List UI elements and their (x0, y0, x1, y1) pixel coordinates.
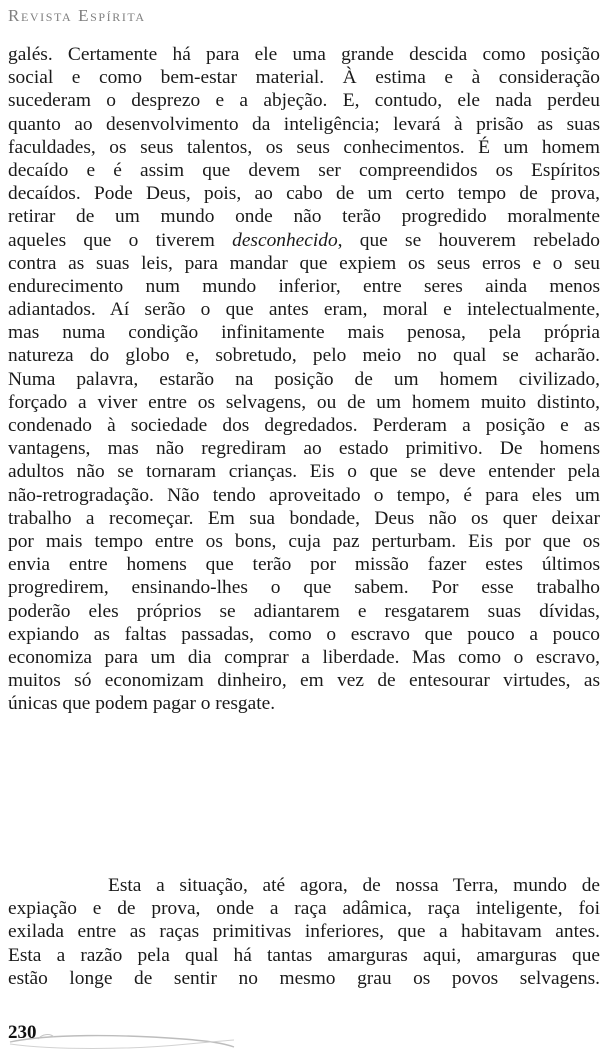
page-footer (8, 1022, 238, 1052)
text-line: natureza do globo e, sobretudo, pelo meio no qual se acharão. (8, 345, 600, 367)
text-line: poderão eles próprios se adiantarem e resgatarem suas dívidas, (8, 600, 600, 622)
text-line: por mais tempo entre os bons, cuja paz perturbam. Eis por que os (8, 530, 600, 552)
text-line: endurecimento num mundo inferior, entre seres ainda menos (8, 275, 600, 297)
text-line: economiza para um dia comprar a liberdade. Mas como o escravo, (8, 646, 600, 668)
body-paragraph-1 (8, 43, 600, 715)
text-line: trabalho a recomeçar. Em sua bondade, Deus não os quer deixar (8, 507, 600, 529)
emphasized-word: desconhecido (232, 229, 338, 251)
text-line: progredirem, ensinando-lhes o que sabem. Por esse trabalho (8, 577, 600, 599)
text-line: retirar de um mundo onde não terão progredido moralmente (8, 206, 600, 228)
text-line: Numa palavra, estarão na posição de um homem civilizado, (8, 368, 600, 390)
text-line: contra as suas leis, para mandar que expiem os seus erros e o seu (8, 252, 600, 274)
text-line: Esta a razão pela qual há tantas amarguras aqui, amarguras que (8, 944, 600, 966)
text-line: adiantados. Aí serão o que antes eram, moral e intelectualmente, (8, 299, 600, 321)
text-line: condenado à sociedade dos degredados. Perderam a posição e as (8, 415, 600, 436)
text-line: decaídos. Pode Deus, pois, ao cabo de um certo tempo de prova, (8, 183, 600, 205)
text-line: envia entre homens que terão por missão fazer estes últimos (8, 554, 600, 576)
page-number: 230 (8, 1022, 37, 1043)
text-line: mas numa condição infinitamente mais penosa, pela própria (8, 322, 600, 344)
text-line: quanto ao desenvolvimento da inteligência; levará à prisão as suas (8, 113, 600, 135)
text-segment: aqueles que o tiverem (8, 229, 233, 251)
text-line: únicas que podem pagar o resgate. (8, 693, 276, 715)
text-line: decaído e é assim que devem ser compreendidos os Espíritos (8, 159, 600, 181)
text-line-indented (8, 874, 600, 897)
text-line: expiando as faltas passadas, como o escravo que pouco a pouco (8, 623, 600, 645)
text-line: muitos só economizam dinheiro, em vez de entesourar virtudes, as (8, 670, 600, 692)
text-line: expiação e de prova, onde a raça adâmica, raça inteligente, foi (8, 898, 600, 920)
text-line: vantagens, mas não regrediram ao estado primitivo. De homens (8, 438, 600, 460)
text-line: faculdades, os seus talentos, os seus conhecimentos. É um homem (8, 136, 600, 158)
text-line: não-retrogradação. Não tendo aproveitado o tempo, é para eles um (8, 484, 600, 506)
text-line: estão longe de sentir no mesmo grau os povos selvagens. (8, 967, 600, 989)
text-line: galés. Certamente há para ele uma grande descida como posição (8, 44, 600, 65)
text-line: forçado a viver entre os selvagens, ou de um homem muito distinto, (8, 391, 600, 413)
text-segment: , que se houverem rebelado (337, 229, 600, 251)
text-line: exilada entre as raças primitivas inferiores, que a habitavam antes. (8, 921, 600, 943)
text-line-with-emphasis (8, 229, 600, 252)
running-header: Revista Espírita (8, 6, 146, 25)
text-segment: Esta a situação, até agora, de nossa Terra, mundo de (108, 875, 600, 896)
text-line: adultos não se tornaram crianças. Eis o que se deve entender pela (8, 461, 600, 483)
body-paragraph-2 (8, 874, 600, 990)
footer-flourish-ornament (8, 1030, 238, 1054)
text-line: social e como bem-estar material. À estima e à consideração (8, 67, 600, 89)
text-line: sucederam o desprezo e a abjeção. E, contudo, ele nada perdeu (8, 90, 600, 112)
